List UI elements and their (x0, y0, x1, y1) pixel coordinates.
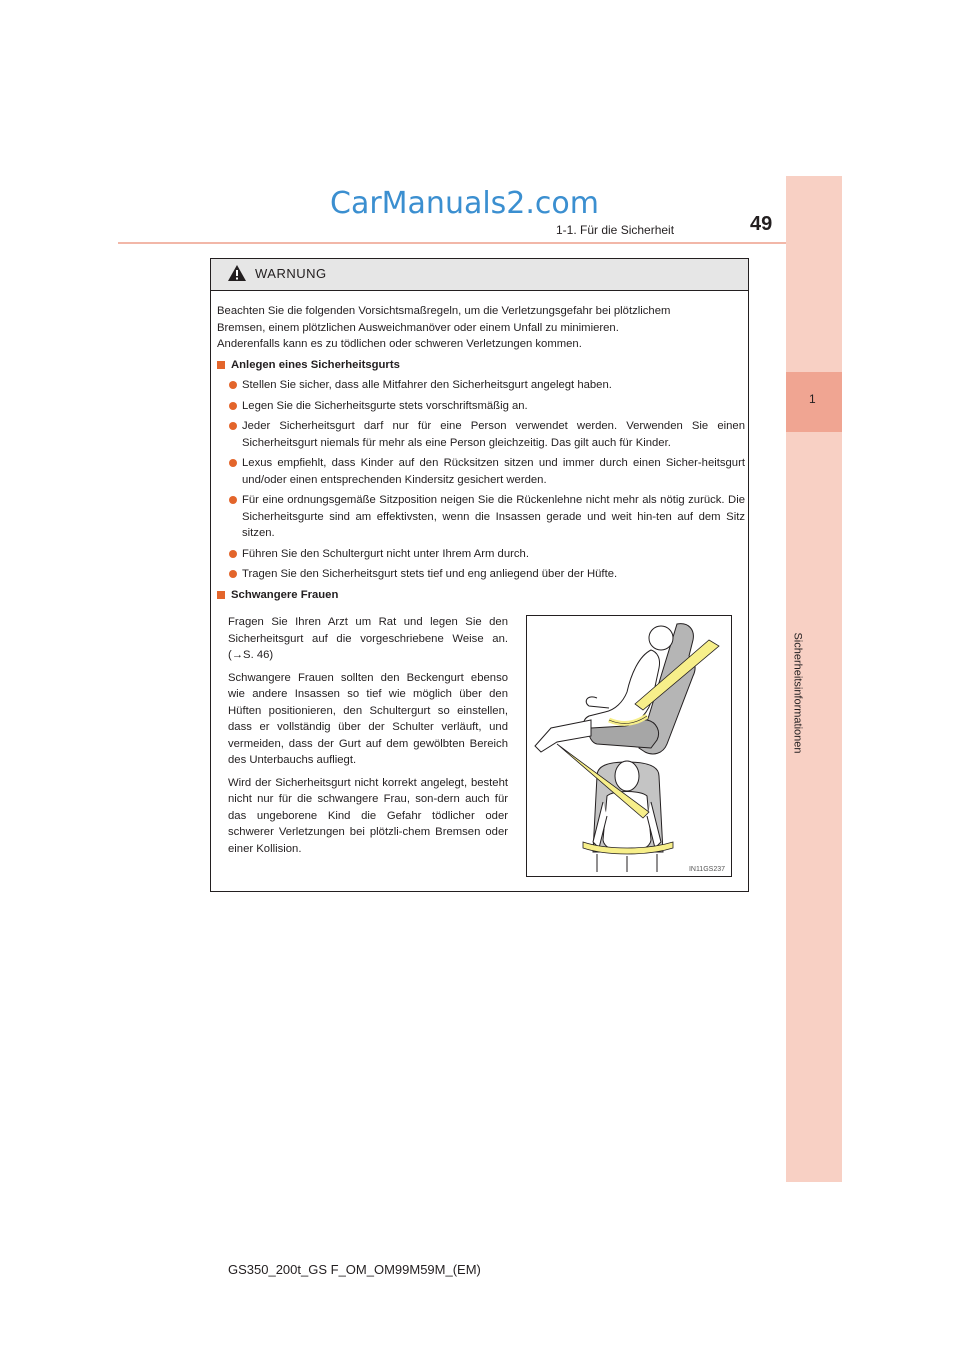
warning-title: WARNUNG (255, 266, 327, 281)
chapter-number: 1 (809, 392, 816, 406)
section-heading-pregnant (217, 587, 745, 604)
seatbelt-illustration-icon (527, 616, 731, 876)
warning-triangle-icon (227, 264, 247, 282)
watermark-text: CarManuals2.com (330, 186, 600, 221)
bullet-dot-icon (229, 550, 237, 558)
warning-intro (217, 303, 745, 353)
warning-header (211, 259, 748, 291)
list-item (217, 546, 745, 563)
chapter-label: Sicherheitsinformationen (792, 632, 805, 754)
bullet-dot-icon (229, 570, 237, 578)
paragraph: Fragen Sie Ihren Arzt um Rat und legen Sie den Sicherheitsgurt auf die vorgeschriebene Weise an. (→S. 46) (228, 616, 508, 661)
intro-line: Anderenfalls kann es zu tödlichen oder schweren Verletzungen kommen. (217, 338, 582, 350)
chapter-label-wrap (788, 568, 808, 818)
square-bullet-icon (217, 361, 225, 369)
section-heading-text: Anlegen eines Sicherheitsgurts (231, 358, 400, 371)
list-item-text: Tragen Sie den Sicherheitsgurt stets tief und eng anliegend über der Hüfte. (242, 568, 618, 580)
warning-body (217, 303, 745, 607)
section-heading-seatbelt (217, 357, 745, 374)
square-bullet-icon (217, 591, 225, 599)
bullet-dot-icon (229, 422, 237, 430)
list-item-text: Lexus empfiehlt, dass Kinder auf den Rücksitzen sitzen und immer durch einen Sicher-heitsgurt und/oder einen entsprechenden Kindersitz gesichert werden. (242, 457, 745, 486)
footer-model-code: GS350_200t_GS F_OM_OM99M59M_(EM) (228, 1262, 481, 1277)
list-item-text: Jeder Sicherheitsgurt darf nur für eine Person verwendet werden. Verwenden Sie einen Sicherheitsgurt niemals für mehr als eine Person gleichzeitig. Das gilt auch für Kinder. (242, 420, 745, 449)
pregnant-seatbelt-illustration (526, 615, 732, 877)
bullet-dot-icon (229, 496, 237, 504)
intro-line: Beachten Sie die folgenden Vorsichtsmaßregeln, um die Verletzungsgefahr bei plötzlichem (217, 305, 671, 317)
list-item (217, 566, 745, 583)
bullet-dot-icon (229, 381, 237, 389)
list-item (217, 492, 745, 542)
paragraph: Wird der Sicherheitsgurt nicht korrekt angelegt, besteht nicht nur für die schwangere Frau, son-dern auch für das ungeborene Kind die Gefahr tödlicher oder schwerer Verletzungen bei plötzli-chem Bremsen oder einer Kollision. (228, 776, 508, 855)
bullet-dot-icon (229, 402, 237, 410)
list-item (217, 377, 745, 394)
pregnant-women-text (228, 614, 508, 863)
list-item-text: Führen Sie den Schultergurt nicht unter Ihrem Arm durch. (242, 547, 529, 560)
list-item-text: Stellen Sie sicher, dass alle Mitfahrer den Sicherheitsgurt angelegt haben. (242, 379, 612, 391)
list-item (217, 398, 745, 415)
intro-line: Bremsen, einem plötzlichen Ausweichmanöver oder einem Unfall zu minimieren. (217, 321, 619, 334)
header-rule (118, 242, 786, 244)
paragraph: Schwangere Frauen sollten den Beckengurt ebenso wie andere Insassen so tief wie möglich über den Hüften positionieren, den Schultergurt so einstellen, dass er vollständig über der Schulter verläuft, und vermeiden, dass der Gurt auf dem gewölbten Bereich des Unterbauchs aufliegt. (228, 671, 508, 766)
page-number: 49 (750, 213, 773, 235)
figure-code: IN11GS237 (688, 866, 725, 873)
list-item (217, 455, 745, 488)
list-item-text: Für eine ordnungsgemäße Sitzposition neigen Sie die Rückenlehne nicht mehr als nötig zurück. Die Sicherheitsgurte sind am effektivsten, wenn die Insassen gerade und weit hin-ten auf dem Sitz sitzen. (242, 494, 745, 539)
list-item-text: Legen Sie die Sicherheitsgurte stets vorschriftsmäßig an. (242, 399, 528, 412)
section-title: 1-1. Für die Sicherheit (556, 223, 675, 237)
section-heading-text: Schwangere Frauen (231, 588, 339, 601)
list-item (217, 418, 745, 451)
bullet-dot-icon (229, 459, 237, 467)
